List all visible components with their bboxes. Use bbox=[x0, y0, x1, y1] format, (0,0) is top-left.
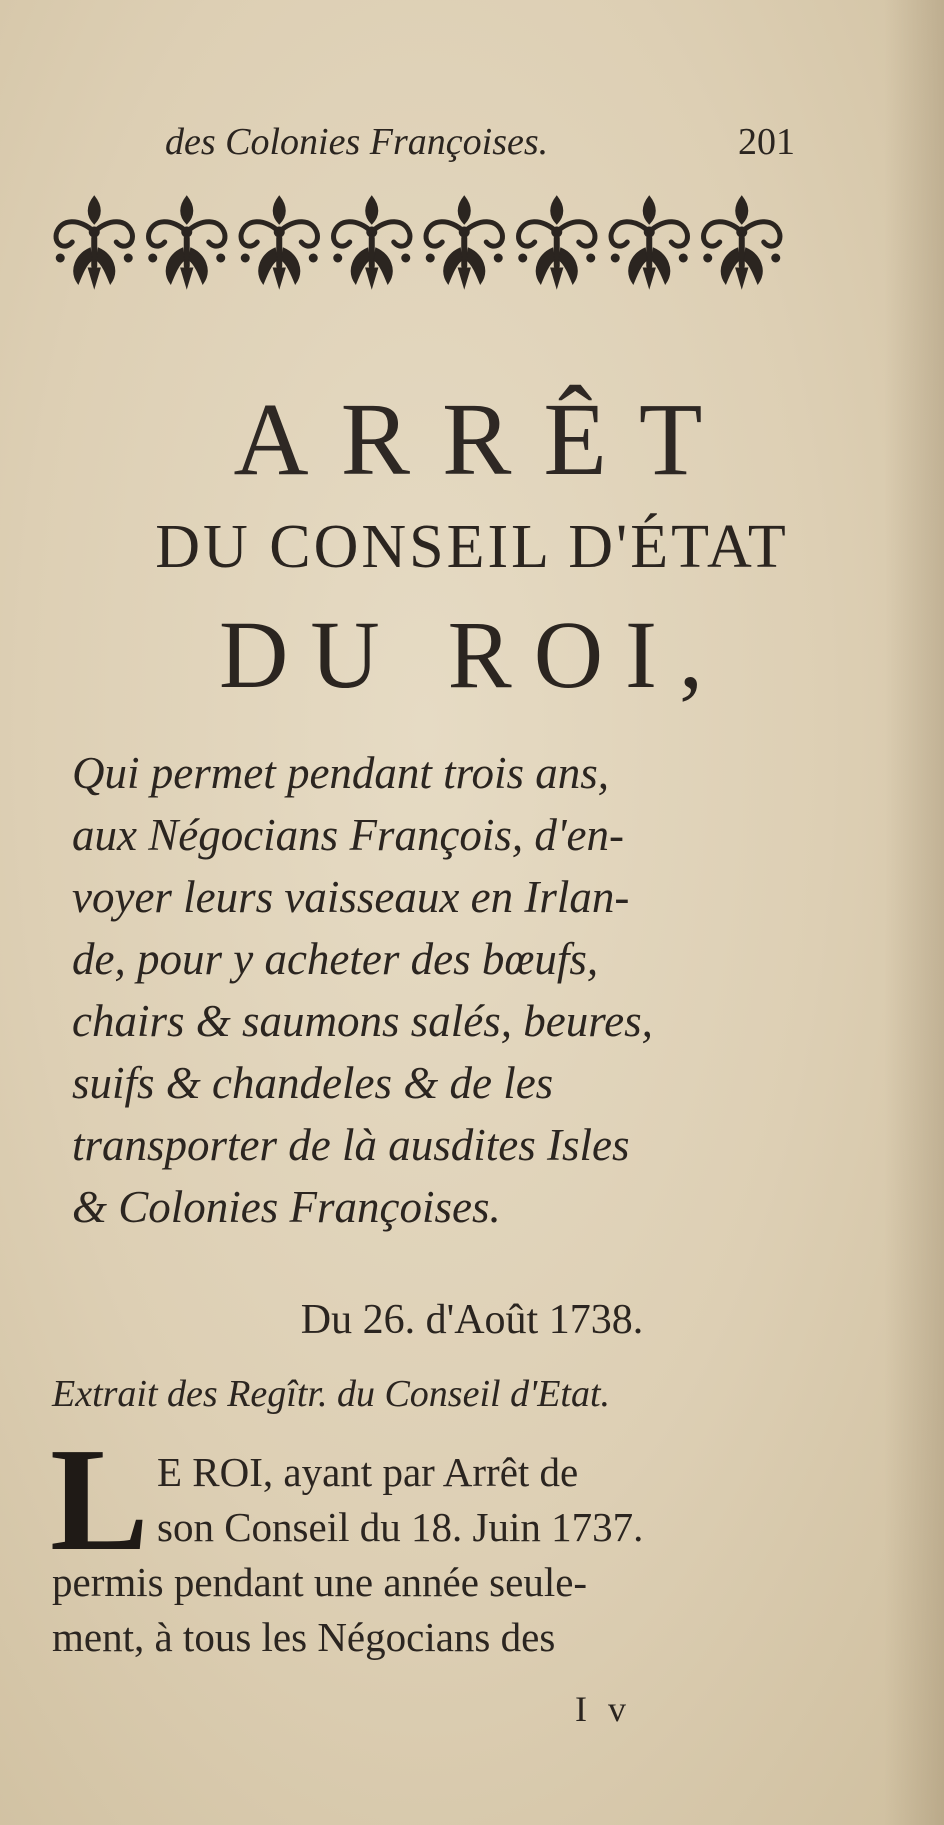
fleuron-band-icon bbox=[48, 188, 788, 298]
body-line: son Conseil du 18. Juin 1737. bbox=[157, 1504, 644, 1550]
subtitle-line: de, pour y acheter des bœufs, bbox=[72, 934, 599, 984]
body-line: permis pendant une année seule- bbox=[52, 1559, 588, 1605]
body-line: E ROI, ayant par Arrêt de bbox=[157, 1449, 579, 1495]
page-number: 201 bbox=[738, 121, 795, 163]
running-head-title: des Colonies Françoises. bbox=[165, 121, 549, 163]
fleuron-icon bbox=[334, 196, 410, 288]
subtitle-line: chairs & saumons salés, beures, bbox=[72, 996, 653, 1046]
heading-du-roi: DU ROI, bbox=[219, 601, 725, 708]
subtitle-line: suifs & chandeles & de les bbox=[72, 1058, 554, 1108]
body-text bbox=[52, 1445, 792, 1665]
fleuron-icon bbox=[56, 196, 132, 288]
body-line: ment, à tous les Négocians des bbox=[52, 1614, 556, 1660]
subtitle-line: voyer leurs vaisseaux en Irlan- bbox=[72, 872, 630, 922]
fleuron-icon bbox=[241, 196, 317, 288]
dateline: Du 26. d'Août 1738. bbox=[300, 1297, 644, 1343]
extract-line: Extrait des Regîtr. du Conseil d'Etat. bbox=[52, 1373, 611, 1415]
fleuron-icon bbox=[426, 196, 502, 288]
fleuron-icon bbox=[519, 196, 595, 288]
drop-cap: L bbox=[50, 1418, 149, 1582]
heading-conseil-detat: DU CONSEIL D'ÉTAT bbox=[155, 513, 789, 581]
subtitle bbox=[72, 742, 792, 1238]
subtitle-line: & Colonies Françoises. bbox=[72, 1182, 501, 1232]
heading-arret: ARRÊT bbox=[233, 382, 735, 497]
subtitle-line: Qui permet pendant trois ans, bbox=[72, 748, 610, 798]
subtitle-line: transporter de là ausdites Isles bbox=[72, 1120, 630, 1170]
fleuron-icon bbox=[611, 196, 687, 288]
fleuron-icon bbox=[149, 196, 225, 288]
running-head bbox=[165, 120, 795, 166]
fleuron-icon bbox=[704, 196, 780, 288]
catchword: I v bbox=[575, 1689, 632, 1729]
subtitle-line: aux Négocians François, d'en- bbox=[72, 810, 625, 860]
